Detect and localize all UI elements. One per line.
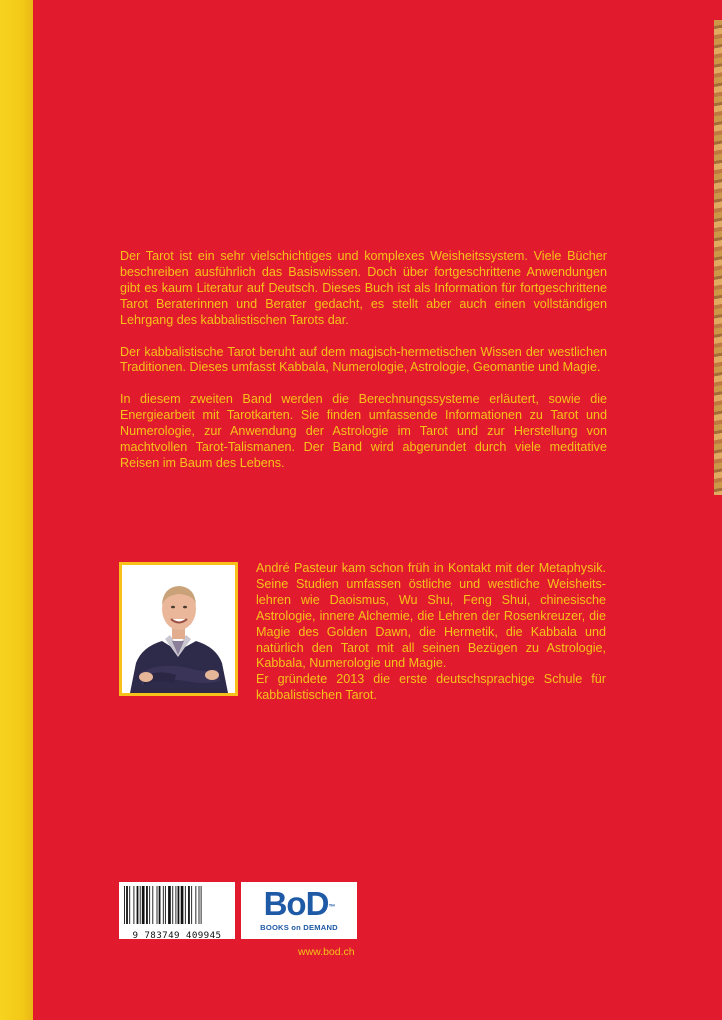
author-photo: [119, 562, 238, 696]
author-bio-text: Er gründete 2013 die erste deutschsprachige Schule für kabbalistischen Tarot.: [256, 672, 606, 703]
bod-logo-text: BoD: [263, 885, 329, 922]
isbn-barcode: [119, 882, 235, 939]
front-cover-edge: [714, 20, 722, 495]
publisher-website: www.bod.ch: [298, 946, 355, 958]
author-biography: [256, 561, 606, 704]
bod-logo-mark: [241, 886, 357, 922]
barcode-digits: 9 783749 409945: [132, 930, 222, 941]
description-paragraph: Der Tarot ist ein sehr vielschichtiges und komplexes Weisheitssystem. Viele Bücher beschreiben ausführlich das Basiswissen. Doch über fortgeschrittene Anwendungen gibt es kaum Literatur auf Deutsch. Dieses Buch ist als Information für fortgeschrittene Tarot Beraterinnen und Berater gedacht, es stellt aber auch einen vollständigen Lehrgang des kabbalistischen Tarots dar.: [120, 249, 607, 327]
bod-logo-subtitle: BOOKS on DEMAND: [260, 923, 338, 932]
book-description: [120, 249, 607, 488]
publisher-logo: [241, 882, 357, 939]
author-portrait-image: [122, 565, 235, 693]
description-paragraph: In diesem zweiten Band werden die Berechnungssysteme erläutert, sowie die Energiearbeit mit Tarotkarten. Sie finden umfassende Informationen zu Tarot und Numerologie, zur Anwendung der Astrologie im Tarot und zur Herstellung von machtvollen Tarot-Talismanen. Der Band wird abgerundet durch viele meditative Reisen im Baum des Lebens.: [120, 392, 607, 470]
spine-strip: [0, 0, 33, 1020]
barcode-bars: [123, 886, 231, 924]
description-paragraph: Der kabbalistische Tarot beruht auf dem magisch-hermetischen Wissen der westlichen Traditionen. Dieses umfasst Kabbala, Numerologie, Astrologie, Geomantie und Magie.: [120, 344, 607, 375]
author-bio-text: André Pasteur kam schon früh in Kontakt mit der Metaphysik. Seine Studien umfassen östliche und westliche Weisheitslehren wie Daoismus, Wu Shu, Feng Shui, chinesische Astrologie, innere Alchemie, die Lehren der Rosenkreuzer, die Magie des Golden Dawn, die Hermetik, die Kabbala und natürlich den Tarot mit all seinen Bezügen zu Astrologie, Kabbala, Numerologie und Magie.: [256, 561, 606, 671]
trademark-symbol: ™: [328, 904, 335, 911]
